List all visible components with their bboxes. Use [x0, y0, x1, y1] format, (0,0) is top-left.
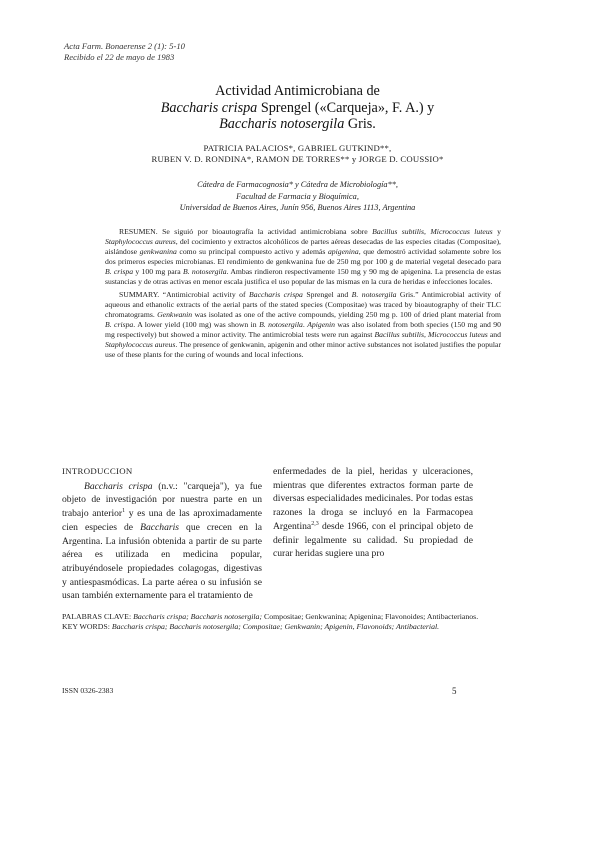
text-run: que crecen en la Argentina. La infusión obtenida a partir de su parte aérea es utilizada en medicina popular, atribuyéndosele propiedades colagogas, digestivas y antiespasmódicas. La parte aérea o su infusión se usan también externamente para el tratamiento de — [62, 521, 262, 602]
page-number: 5 — [452, 686, 457, 696]
species-name: B. notosergila — [259, 319, 303, 329]
text-run: (n.v.: "carqueja"), ya fue objeto de investigación por nuestra parte en un trabajo anterior — [62, 480, 262, 520]
text-run: y es una de las aproximadamente cien especies de — [62, 508, 262, 533]
affiliation-line-3: Universidad de Buenos Aires, Junín 956, Buenos Aires 1113, Argentina — [179, 203, 416, 212]
keywords-label: PALABRAS CLAVE: — [62, 612, 132, 621]
species-name: B. notosergila — [351, 289, 397, 299]
species-name: B. crispa — [105, 267, 134, 277]
journal-header — [64, 41, 185, 63]
text-run: como su principal compuesto activo y además — [176, 247, 328, 257]
text-run: Sprengel and — [302, 289, 352, 299]
authors-line-1: PATRICIA PALACIOS*, GABRIEL GUTKIND**, — [203, 143, 392, 153]
text-run: Compositae; Genkwanina; Apigenina; Flavonoides; Antibacterianos. — [262, 612, 479, 621]
title-line-3-rest: Gris. — [344, 116, 376, 132]
species-list: Baccharis crispa; Baccharis notosergila; — [133, 612, 263, 621]
text-run: , del cocimiento y extractos alcohólicos de partes aéreas desecadas de las especies citadas (Compositae), aislándose — [105, 237, 501, 257]
affiliation — [80, 179, 515, 214]
keywords-en — [62, 622, 502, 632]
issn: ISSN 0326-2383 — [62, 686, 114, 695]
resumen-paragraph — [105, 227, 501, 288]
title-species-2: Baccharis notosergila — [219, 116, 345, 132]
species-name: Staphylococcus aureus — [105, 340, 176, 350]
text-run: y 100 mg para — [133, 267, 183, 277]
title-species-1: Baccharis crispa — [160, 99, 258, 116]
text-run: “Antimicrobial activity of — [159, 289, 250, 299]
species-name: B. crispa — [105, 319, 134, 329]
keyword-list: Baccharis crispa; Baccharis notosergila; Compositae; Genkwanin; Apigenin, Flavonoids; Antibacterial. — [111, 622, 440, 632]
intro-column-left — [62, 465, 262, 603]
authors-line-2: RUBEN V. D. RONDINA*, RAMON DE TORRES** y JORGE D. COUSSIO* — [151, 154, 444, 164]
text-run: was also isolated from both species (150 mg and 90 mg respectively) but showed a minor activity. The antimicrobial tests were run against — [105, 319, 501, 339]
intro-heading: INTRODUCCION — [62, 466, 133, 476]
title-line-1: Actividad Antimicrobiana de — [215, 83, 380, 99]
affiliation-line-2: Facultad de Farmacia y Bioquímica, — [236, 191, 359, 201]
intro-column-right — [273, 465, 473, 561]
summary-label: SUMMARY. — [119, 289, 160, 299]
text-run: . Ambas rindieron respectivamente 150 mg y 90 mg de apigenina. La presencia de estas sustancias y de otras activas en menor escala justifica el uso popular de las mismas en la cura de heridas e infecciones locales. — [105, 267, 501, 287]
compound-name: apigenina — [327, 247, 359, 257]
text-run: , que demostró actividad solamente sobre los dos primeros especies microbianas. El rendimiento de genkwanina fue de 250 mg por 100 g de material vegetal desecado para — [105, 247, 501, 267]
text-run: enfermedades de la piel, heridas y ulceraciones, mientras que diferentes extractos forman parte de diversas especialidades medicinales. Por todas estas razones la droga se incluyó en la Farmacopea Argentina — [273, 466, 473, 532]
species-name: Bacillus subtilis, Micrococcus luteus — [374, 329, 488, 339]
compound-name: Apigenin — [307, 319, 335, 329]
affiliation-line-1: Cátedra de Farmacognosia* y Cátedra de Microbiología**, — [197, 180, 398, 189]
species-name: Baccharis crispa — [84, 480, 153, 492]
text-run: Gris.” Antimicrobial activity of aqueous and ethanolic extracts of the aerial parts of the stated species (Compositae) was traced by bioautography of their TLC chromatograms. — [105, 289, 501, 319]
compound-name: genkwanina — [139, 247, 177, 257]
text-run: was isolated as one of the active compounds, yielding 250 mg p. 100 of dried plant material from — [192, 309, 501, 319]
text-run: Se siguió por bioautografía la actividad antimicrobiana sobre — [157, 227, 373, 236]
title-line-2 — [80, 100, 515, 117]
keywords-es — [62, 612, 502, 622]
text-run: y — [492, 227, 501, 236]
keywords-label: KEY WORDS: — [62, 622, 110, 632]
genus-name: Baccharis — [140, 521, 179, 533]
article-title — [80, 83, 515, 133]
resumen-label: RESUMEN. — [119, 227, 158, 236]
compound-name: Genkwanin — [157, 309, 193, 319]
species-name: Bacillus subtilis, Micrococcus luteus — [372, 227, 493, 236]
text-run: . A lower yield (100 mg) was shown in — [133, 319, 260, 329]
species-name: Staphylococcus aureus — [105, 237, 176, 247]
intro-paragraph-part-1 — [62, 480, 262, 603]
received-date: Recibido el 22 de mayo de 1983 — [64, 52, 175, 62]
title-line-2-rest: Sprengel («Carqueja», F. A.) y — [257, 99, 435, 116]
citation-ref: 2,3 — [311, 520, 319, 527]
abstract — [105, 227, 501, 362]
keywords-block — [62, 612, 502, 633]
author-list — [80, 143, 515, 165]
species-name: Baccharis crispa — [249, 289, 303, 299]
text-run: desde 1966, con el principal objeto de definir legalmente su calidad. Su propiedad de curar heridas sugiere una pro — [273, 520, 473, 560]
intro-paragraph-part-2 — [273, 465, 473, 561]
text-run: . — [302, 319, 308, 329]
journal-citation: Acta Farm. Bonaerense 2 (1): 5-10 — [64, 41, 185, 51]
summary-paragraph — [105, 290, 501, 361]
text-run: . The presence of genkwanin, apigenin and other minor active substances not isolated justifies the popular use of these plants for the curing of wounds and local infections. — [105, 340, 501, 360]
title-line-3 — [80, 116, 515, 133]
citation-ref: 1 — [122, 507, 126, 514]
species-name: B. notosergila — [182, 267, 227, 277]
text-run: and — [487, 329, 501, 339]
